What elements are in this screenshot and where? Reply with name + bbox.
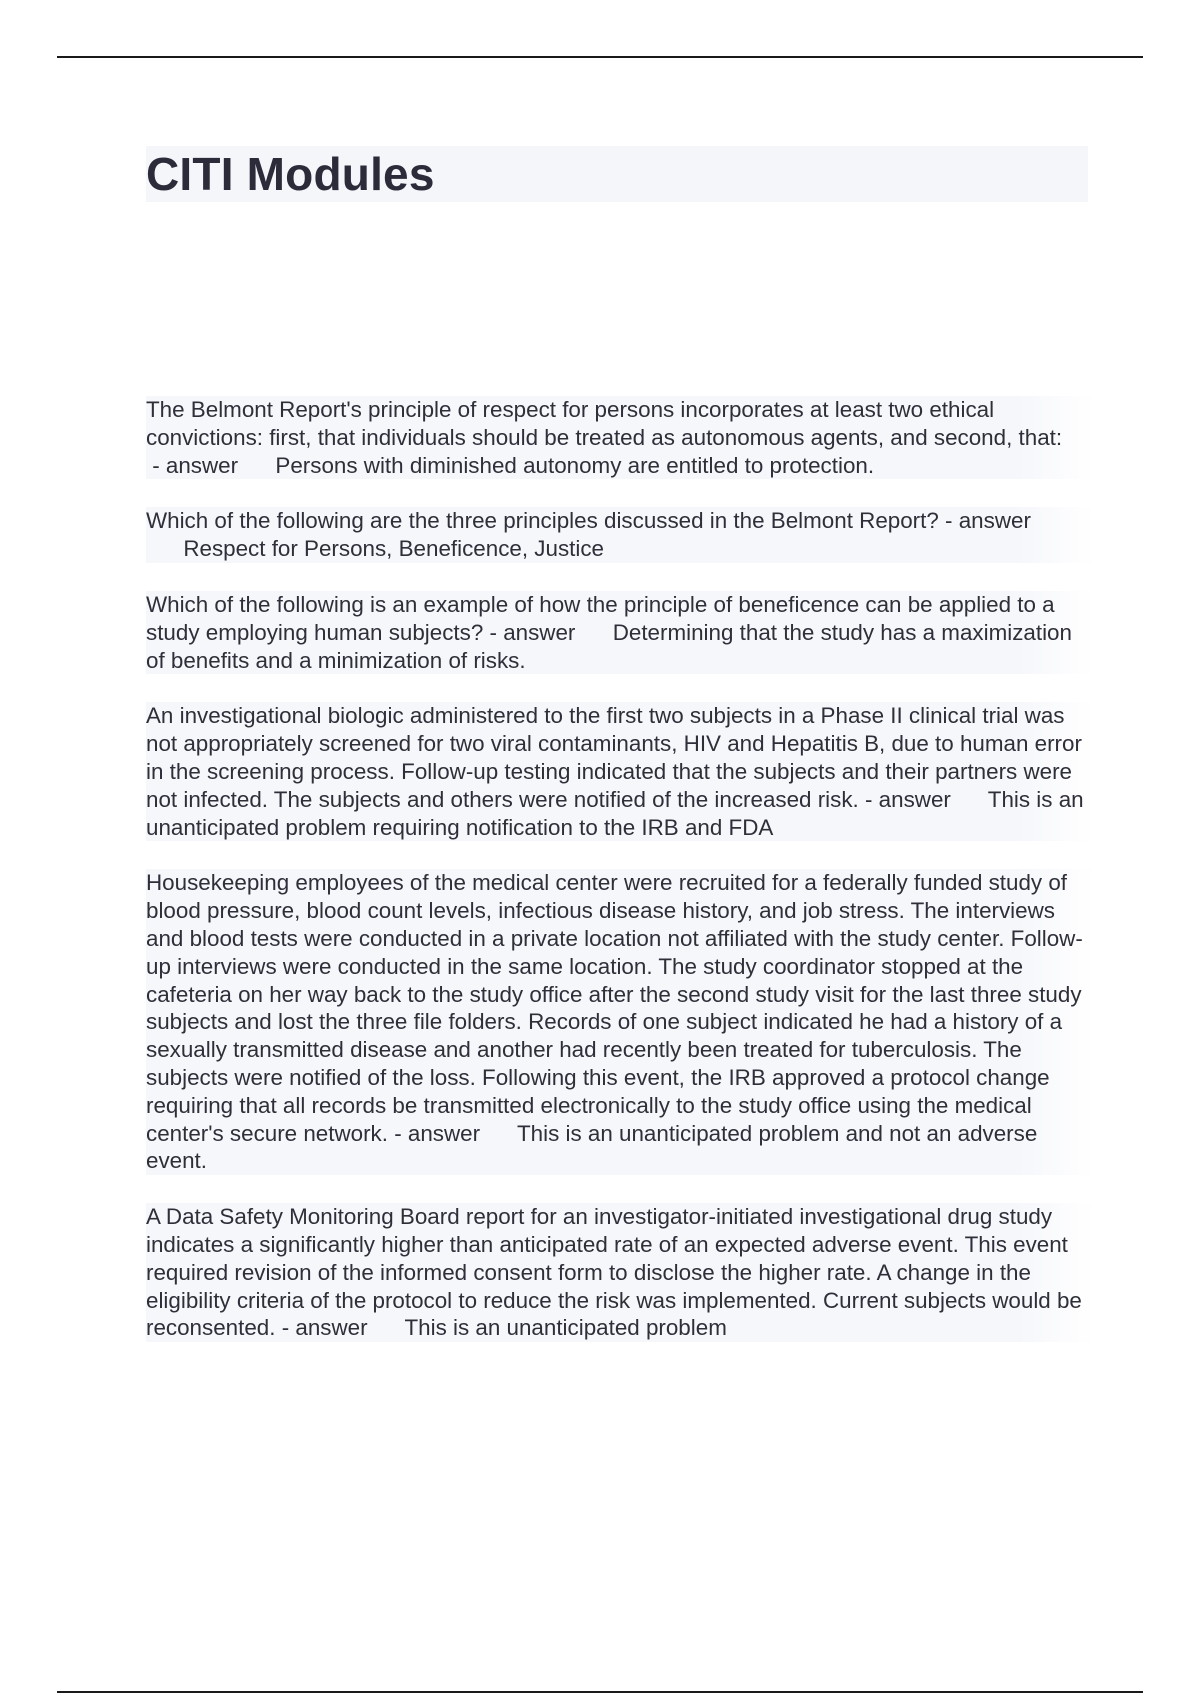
answer-text: This is an unanticipated problem requiring notification to the IRB and FDA: [146, 786, 1084, 840]
answer-text: This is an unanticipated problem: [404, 1315, 727, 1341]
answer-text: Respect for Persons, Beneficence, Justice: [183, 536, 604, 562]
qa-item: [146, 702, 1094, 841]
answer-label: answer: [878, 786, 951, 812]
answer-text: This is an unanticipated problem and not an adverse event.: [146, 1120, 1038, 1174]
answer-label: answer: [503, 619, 576, 645]
answer-separator: -: [387, 1120, 408, 1146]
bottom-rule: [57, 1691, 1143, 1693]
qa-item: [146, 1203, 1094, 1342]
answer-label: answer: [958, 508, 1031, 534]
qa-item: [146, 591, 1094, 674]
question-text: Housekeeping employees of the medical center were recruited for a federally funded study of blood pressure, blood count levels, infectious disease history, and job stress. The interviews and blood tests were conducted in a private location not affiliated with the study center. Follow-up interviews were conducted in the same location. The study coordinator stopped at the cafeteria on her way back to the study office after the second study visit for the last three study subjects and lost the three file folders. Records of one subject indicated he had a history of a sexually transmitted disease and another had recently been treated for tuberculosis. The subjects were notified of the loss. Following this event, the IRB approved a protocol change requiring that all records be transmitted electronically to the study office using the medical center's secure network.: [146, 870, 1083, 1146]
qa-item: [146, 396, 1094, 479]
answer-separator: -: [938, 508, 959, 534]
question-text: The Belmont Report's principle of respect for persons incorporates at least two ethical convictions: first, that individuals should be treated as autonomous agents, and second, that:: [146, 397, 1063, 450]
qa-item: [146, 869, 1094, 1175]
question-text: A Data Safety Monitoring Board report for an investigator-initiated investigational drug study indicates a significantly higher than anticipated rate of an expected adverse event. This event required revision of the informed consent form to disclose the higher rate. A change in the eligibility criteria of the protocol to reduce the risk was implemented. Current subjects would be reconsented.: [146, 1204, 1082, 1341]
answer-separator: -: [146, 452, 166, 478]
answer-separator: -: [275, 1315, 296, 1341]
answer-text: Persons with diminished autonomy are entitled to protection.: [275, 452, 875, 478]
qa-list: [146, 396, 1094, 1370]
answer-label: answer: [165, 452, 239, 478]
question-text: An investigational biologic administered to the first two subjects in a Phase II clinical trial was not appropriately screened for two viral contaminants, HIV and Hepatitis B, due to human error in the screening process. Follow-up testing indicated that the subjects and their partners were not infected. The subjects and others were notified of the increased risk.: [146, 703, 1082, 812]
answer-label: answer: [407, 1120, 481, 1146]
page-title: CITI Modules: [146, 148, 435, 200]
question-text: Which of the following is an example of how the principle of beneficence can be applied to a study employing human subjects?: [146, 591, 1055, 645]
answer-label: answer: [295, 1315, 368, 1341]
answer-text: Determining that the study has a maximization of benefits and a minimization of risks.: [146, 619, 1072, 673]
answer-separator: -: [483, 619, 504, 645]
qa-item: [146, 507, 1094, 563]
question-text: Which of the following are the three principles discussed in the Belmont Report?: [146, 508, 939, 534]
top-rule: [57, 56, 1143, 58]
answer-separator: -: [858, 786, 879, 812]
